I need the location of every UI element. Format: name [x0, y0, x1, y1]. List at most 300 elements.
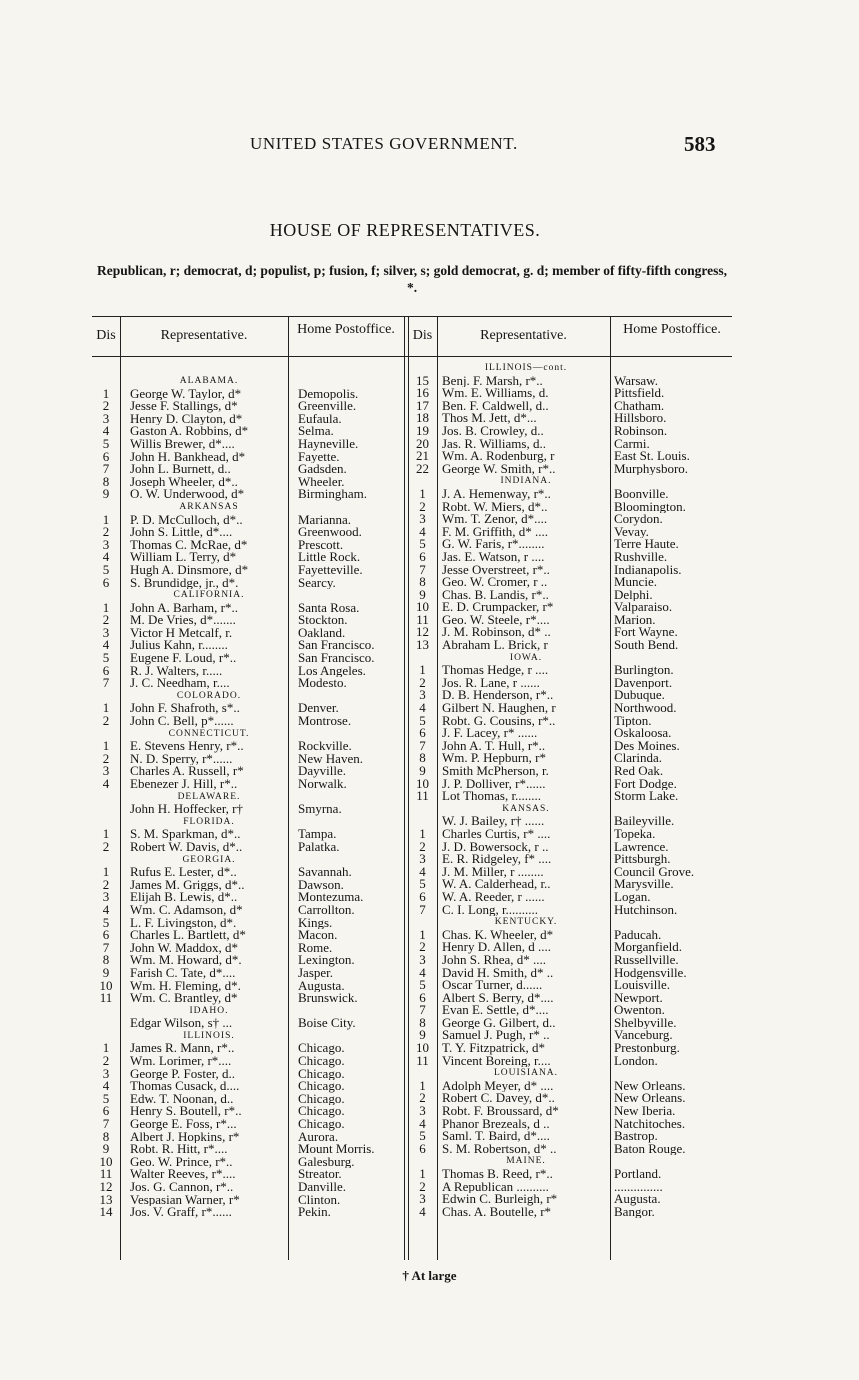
district-number: 6	[102, 450, 110, 464]
district-number: 1	[102, 866, 110, 879]
district-number: 9	[419, 588, 426, 602]
table-row	[92, 577, 404, 590]
home-postoffice: Fayetteville.	[298, 563, 363, 577]
district-number: 10	[416, 601, 429, 614]
district-number: 6	[419, 991, 426, 1005]
district-number: 2	[102, 400, 110, 413]
table-row	[408, 1004, 732, 1017]
table-row	[408, 727, 732, 740]
representative-name: Rufus E. Lester, d*..	[130, 866, 237, 879]
table-row	[92, 438, 404, 451]
district-number: 13	[416, 639, 429, 652]
representative-name: Jas. E. Watson, r ....	[442, 550, 545, 564]
representative-name: Robt. F. Broussard, d*	[442, 1105, 559, 1118]
table-row	[408, 387, 732, 400]
table-row	[92, 551, 404, 564]
table-row	[92, 992, 404, 1005]
representative-name: Jos. R. Lane, r ......	[442, 676, 540, 690]
home-postoffice: Louisville.	[614, 979, 670, 992]
page-title: HOUSE OF REPRESENTATIVES.	[269, 220, 541, 240]
table-row	[92, 652, 404, 665]
representative-name: Smith McPherson, r.	[442, 765, 549, 778]
table-row	[92, 1080, 404, 1093]
district-number: 2	[419, 1180, 426, 1194]
home-postoffice: Burlington.	[614, 664, 674, 677]
representative-name: Robert W. Davis, d*..	[130, 840, 243, 854]
representative-name: Thomas C. McRae, d*	[130, 538, 248, 552]
state-name: IOWA.	[509, 652, 543, 663]
representative-name: Gilbert N. Haughen, r	[442, 702, 556, 715]
representative-name: N. D. Sperry, r*......	[130, 752, 233, 766]
table-row	[92, 942, 404, 955]
home-postoffice: Baileyville.	[614, 815, 675, 828]
home-postoffice: Norwalk.	[298, 778, 347, 791]
home-postoffice: Marion.	[614, 613, 656, 627]
right-dis-header: Dis	[412, 328, 433, 343]
page-number: 583	[684, 132, 716, 156]
representative-name: Robt. G. Cousins, r*..	[442, 714, 556, 728]
representative-name: Thos M. Jett, d*...	[442, 412, 537, 425]
district-number: 9	[419, 765, 426, 778]
table-row	[92, 778, 404, 791]
home-postoffice: Vevay.	[614, 525, 649, 539]
state-heading	[408, 652, 732, 665]
table-row	[408, 1130, 732, 1143]
representative-name: John H. Bankhead, d*	[130, 450, 246, 464]
table-row	[92, 665, 404, 678]
home-postoffice: Corydon.	[614, 513, 663, 526]
representative-name: Wm. Lorimer, r*....	[130, 1055, 232, 1068]
table-row	[92, 400, 404, 413]
representative-name: Robt. R. Hitt, r*....	[130, 1143, 228, 1156]
district-number: 6	[419, 1142, 426, 1156]
district-number: 3	[419, 953, 426, 967]
district-number: 4	[102, 778, 110, 791]
district-number: 9	[102, 1143, 110, 1156]
state-heading	[92, 589, 404, 602]
table-row	[92, 765, 404, 778]
home-postoffice: Savannah.	[298, 866, 352, 879]
table-row	[408, 815, 732, 828]
home-postoffice: Murphysboro.	[614, 462, 689, 476]
state-name: MAINE.	[506, 1156, 546, 1167]
representative-name: W. A. Calderhead, r..	[442, 878, 551, 891]
home-postoffice: South Bend.	[614, 639, 679, 652]
representative-name: Geo. W. Cromer, r ..	[442, 576, 548, 589]
representative-name: Edwin C. Burleigh, r*	[442, 1193, 558, 1206]
district-number: 8	[419, 576, 426, 589]
table-row	[408, 715, 732, 728]
representative-name: Vincent Boreing, r....	[442, 1054, 551, 1068]
representative-name: Geo. W. Steele, r*....	[442, 613, 550, 627]
home-postoffice: Chicago.	[298, 1055, 345, 1068]
district-number: 7	[419, 903, 426, 917]
home-postoffice: Kings.	[298, 916, 333, 930]
table-row	[408, 904, 732, 917]
representative-name: Thomas Hedge, r ....	[442, 664, 549, 677]
district-number: 2	[419, 941, 426, 954]
table-row	[92, 488, 404, 501]
table-row	[408, 1181, 732, 1194]
representative-name: R. J. Walters, r.....	[130, 664, 223, 678]
table-row	[408, 589, 732, 602]
table-row	[408, 438, 732, 451]
home-postoffice: Chicago.	[298, 1080, 345, 1093]
table-row	[92, 1168, 404, 1181]
table-row	[92, 1143, 404, 1156]
district-number: 4	[102, 425, 110, 438]
table-row	[408, 664, 732, 677]
representative-name: Willis Brewer, d*....	[130, 437, 235, 451]
district-number: 5	[419, 714, 426, 728]
district-number: 5	[419, 979, 426, 992]
representative-name: Chas. A. Boutelle, r*	[442, 1205, 552, 1219]
representative-name: Charles Curtis, r* ....	[442, 827, 551, 841]
district-number: 4	[102, 903, 110, 917]
home-postoffice: Dubuque.	[614, 689, 665, 703]
home-postoffice: New Haven.	[298, 752, 363, 766]
district-number: 2	[102, 878, 110, 892]
district-number: 8	[102, 1130, 110, 1144]
state-name: KENTUCKY.	[494, 917, 558, 928]
representative-name: L. F. Livingston, d*.	[130, 916, 237, 930]
home-postoffice: Carrollton.	[298, 903, 355, 917]
table-row	[408, 1143, 732, 1156]
home-postoffice: Red Oak.	[614, 765, 664, 778]
table-row	[408, 614, 732, 627]
district-number: 4	[102, 639, 110, 653]
representative-name: Evan E. Settle, d*....	[442, 1004, 549, 1017]
table-row	[408, 853, 732, 866]
representative-name: Oscar Turner, d......	[442, 979, 543, 992]
table-row	[408, 1168, 732, 1181]
state-heading	[92, 816, 404, 829]
district-number: 19	[416, 424, 429, 438]
table-row	[92, 1131, 404, 1144]
district-number: 10	[416, 777, 429, 791]
home-postoffice: Boonville.	[614, 487, 669, 501]
representative-name: George E. Foss, r*...	[130, 1118, 237, 1131]
district-number: 15	[416, 374, 429, 388]
district-number: 3	[419, 853, 426, 866]
table-row	[408, 1029, 732, 1042]
home-postoffice: Mount Morris.	[298, 1143, 375, 1156]
district-number: 6	[102, 664, 110, 678]
district-number: 2	[102, 1055, 110, 1068]
table-row	[92, 514, 404, 527]
district-number: 7	[102, 941, 110, 955]
right-rep-header: Representative.	[480, 328, 567, 343]
district-number: 6	[419, 727, 426, 740]
table-row	[408, 929, 732, 942]
table-row	[92, 413, 404, 426]
table-row	[408, 689, 732, 702]
home-postoffice: Clinton.	[298, 1193, 341, 1207]
table-row	[408, 626, 732, 639]
representative-name: Wm. A. Rodenburg, r	[442, 450, 555, 463]
table-row	[92, 917, 404, 930]
home-postoffice: Chicago.	[298, 1067, 345, 1081]
representative-name: George P. Foster, d..	[130, 1067, 236, 1081]
right-home-header: Home Postoffice.	[623, 322, 721, 337]
home-postoffice: San Francisco.	[298, 639, 375, 653]
table-row	[408, 752, 732, 765]
home-postoffice: Valparaiso.	[614, 601, 673, 614]
table-row	[92, 564, 404, 577]
district-number: 11	[416, 613, 429, 627]
district-number: 10	[99, 979, 113, 993]
district-number: 1	[419, 487, 426, 501]
home-postoffice: Chicago.	[298, 1118, 345, 1131]
home-postoffice: Selma.	[298, 425, 334, 438]
state-name: IDAHO.	[189, 1005, 229, 1016]
home-postoffice: Clarinda.	[614, 752, 663, 765]
left-dis-header: Dis	[96, 328, 116, 343]
representative-name: Victor H Metcalf, r.	[130, 626, 233, 640]
home-postoffice: Newport.	[614, 991, 663, 1005]
district-number: 11	[416, 790, 429, 803]
district-number: 8	[102, 954, 110, 967]
representative-name: Albert J. Hopkins, r*	[130, 1130, 240, 1144]
district-number: 4	[419, 966, 426, 980]
home-postoffice: Los Angeles.	[298, 664, 366, 678]
representative-name: John A. Barham, r*..	[130, 601, 238, 615]
table-row	[408, 576, 732, 589]
district-number: 7	[102, 677, 110, 690]
representative-name: G. W. Faris, r*........	[442, 538, 545, 551]
table-row	[92, 954, 404, 967]
district-number: 9	[102, 966, 110, 980]
home-postoffice: Bangor.	[614, 1205, 655, 1219]
home-postoffice: Eufaula.	[298, 412, 342, 426]
home-postoffice: Logan.	[614, 890, 651, 904]
table-row	[92, 828, 404, 841]
table-row	[92, 1118, 404, 1131]
district-number: 1	[102, 702, 110, 716]
representative-name: Wm. C. Adamson, d*	[130, 903, 243, 917]
home-postoffice: Stockton.	[298, 614, 348, 627]
district-number: 3	[102, 765, 110, 778]
district-number: 3	[102, 891, 110, 904]
representative-name: Saml. T. Baird, d*....	[442, 1130, 550, 1143]
table-row	[408, 551, 732, 564]
district-number: 3	[102, 1067, 110, 1081]
table-row	[92, 866, 404, 879]
home-postoffice: Chatham.	[614, 399, 665, 413]
table-row	[92, 891, 404, 904]
district-number: 6	[102, 929, 110, 942]
representative-name: George G. Gilbert, d..	[442, 1016, 556, 1030]
table-row	[408, 992, 732, 1005]
table-row	[408, 967, 732, 980]
district-number: 1	[102, 1042, 110, 1056]
table-row	[408, 601, 732, 614]
table-row	[408, 1017, 732, 1030]
table-row	[408, 450, 732, 463]
state-name: ILLINOIS—cont.	[484, 363, 568, 373]
table-row	[408, 765, 732, 778]
representative-name: E. Stevens Henry, r*..	[130, 740, 244, 753]
representative-name: P. D. McCulloch, d*..	[130, 513, 243, 527]
representative-name: Ebenezer J. Hill, r*..	[130, 778, 238, 791]
representative-name: S. M. Robertson, d* ..	[442, 1142, 557, 1156]
representative-name: Thomas B. Reed, r*..	[442, 1168, 553, 1181]
home-postoffice: Natchitoches.	[614, 1117, 686, 1131]
representative-name: Hugh A. Dinsmore, d*	[130, 563, 249, 577]
table-row	[92, 388, 404, 401]
representative-name: Wm. P. Hepburn, r*	[442, 752, 546, 765]
district-number: 1	[102, 387, 110, 401]
representative-name: Farish C. Tate, d*....	[130, 966, 236, 980]
representative-name: David H. Smith, d* ..	[442, 966, 554, 980]
representative-name: C. I. Long, r..........	[442, 903, 539, 917]
home-postoffice: Warsaw.	[614, 374, 658, 388]
state-name: CONNECTICUT.	[168, 728, 250, 739]
representative-name: Chas. B. Landis, r*..	[442, 588, 549, 602]
representative-name: John S. Rhea, d* ....	[442, 953, 546, 967]
table-row	[92, 980, 404, 993]
home-postoffice: Prescott.	[298, 538, 344, 552]
representative-name: J. M. Miller, r ........	[442, 865, 544, 879]
table-row	[92, 879, 404, 892]
district-number: 3	[102, 626, 110, 640]
table-row	[408, 538, 732, 551]
district-number: 2	[419, 500, 426, 514]
representative-name: Jas. R. Williams, d..	[442, 437, 546, 451]
district-number: 20	[416, 437, 429, 451]
representative-name: Eugene F. Loud, r*..	[130, 652, 237, 665]
right-column	[408, 362, 732, 1218]
state-heading	[92, 1005, 404, 1018]
home-postoffice: Marysville.	[614, 878, 674, 891]
district-number: 1	[419, 664, 426, 677]
state-name: CALIFORNIA.	[173, 590, 245, 601]
table-row	[408, 740, 732, 753]
district-number: 7	[419, 1004, 426, 1017]
district-number: 5	[102, 652, 110, 665]
home-postoffice: Dawson.	[298, 878, 344, 892]
representative-name: Wm. T. Zenor, d*....	[442, 513, 548, 526]
middle-rule-a	[404, 316, 405, 1260]
home-postoffice: Northwood.	[614, 702, 677, 715]
district-number: 5	[102, 1092, 110, 1106]
table-row	[92, 425, 404, 438]
district-number: 4	[419, 1205, 426, 1219]
representative-name: Geo. W. Prince, r*..	[130, 1155, 233, 1169]
home-postoffice: Smyrna.	[298, 803, 342, 816]
table-row	[408, 501, 732, 514]
representative-name: James R. Mann, r*..	[130, 1042, 235, 1056]
representative-name: Jos. G. Cannon, r*..	[130, 1181, 234, 1194]
table-row	[408, 639, 732, 652]
home-postoffice: Palatka.	[298, 840, 340, 854]
state-heading	[408, 916, 732, 929]
district-number: 1	[102, 828, 110, 841]
table-row	[92, 1181, 404, 1194]
representative-name: George W. Taylor, d*	[130, 387, 242, 401]
table-row	[408, 1055, 732, 1068]
table-row	[92, 677, 404, 690]
representative-name: Charles L. Bartlett, d*	[130, 929, 246, 942]
table-row	[92, 1105, 404, 1118]
table-row	[92, 1068, 404, 1081]
representative-name: F. M. Griffith, d* ....	[442, 525, 548, 539]
district-number: 1	[102, 601, 110, 615]
district-number: 7	[419, 739, 426, 753]
representative-name: Wm. M. Howard, d*.	[130, 954, 242, 967]
district-number: 1	[419, 1079, 426, 1093]
representative-name: Jos. V. Graff, r*......	[130, 1206, 232, 1219]
district-number: 1	[419, 928, 426, 942]
district-number: 12	[416, 626, 429, 640]
representative-name: Julius Kahn, r........	[130, 639, 228, 653]
table-row	[408, 1105, 732, 1118]
representative-name: Wm. E. Williams, d.	[442, 387, 549, 400]
representative-name: Thomas Cusack, d....	[130, 1080, 240, 1093]
district-number: 8	[419, 752, 426, 765]
district-number: 5	[419, 878, 426, 891]
home-postoffice: Hodgensville.	[614, 966, 687, 980]
district-number: 22	[416, 462, 429, 476]
table-row	[92, 803, 404, 816]
state-heading	[408, 475, 732, 488]
table-row	[92, 929, 404, 942]
table-row	[408, 790, 732, 803]
representative-name: J. C. Needham, r....	[130, 677, 230, 690]
representative-name: J. A. Hemenway, r*..	[442, 487, 551, 501]
running-head-title: UNITED STATES GOVERNMENT.	[250, 134, 518, 153]
home-postoffice: Oskaloosa.	[614, 727, 672, 740]
home-postoffice: Pekin.	[298, 1206, 331, 1219]
home-postoffice: Rome.	[298, 941, 333, 955]
home-postoffice: New Orleans.	[614, 1092, 686, 1106]
home-postoffice: Danville.	[298, 1181, 347, 1194]
home-postoffice: Bloomington.	[614, 500, 686, 514]
home-postoffice: Chicago.	[298, 1105, 345, 1119]
home-postoffice: Fayette.	[298, 450, 340, 464]
table-row	[92, 451, 404, 464]
party-legend: Republican, r; democrat, d; populist, p; fusion, f; silver, s; gold democrat, g. d; member of fifty-fifth congress, *.	[96, 263, 728, 295]
district-number: 1	[102, 740, 110, 753]
representative-name: Charles A. Russell, r*	[130, 765, 244, 778]
representative-name: John L. Burnett, d..	[130, 463, 231, 476]
representative-name: James M. Griggs, d*..	[130, 878, 245, 892]
home-postoffice: Chicago.	[298, 1092, 345, 1106]
table-row	[408, 412, 732, 425]
home-postoffice: Chicago.	[298, 1042, 345, 1056]
representative-name: Gaston A. Robbins, d*	[130, 425, 249, 438]
state-name: ARKANSAS	[179, 501, 239, 512]
representative-name: M. De Vries, d*.......	[130, 614, 236, 627]
district-number: 2	[102, 614, 110, 627]
table-row	[92, 702, 404, 715]
district-number: 5	[419, 538, 426, 551]
home-postoffice: Little Rock.	[298, 551, 361, 564]
table-row	[408, 841, 732, 854]
table-row	[92, 526, 404, 539]
home-postoffice: New Iberia.	[614, 1105, 676, 1118]
representative-name: Jesse F. Stallings, d*	[130, 400, 238, 413]
district-number: 4	[419, 865, 426, 879]
table-row	[92, 602, 404, 615]
state-heading	[408, 1067, 732, 1080]
home-postoffice: Delphi.	[614, 588, 653, 602]
table-row	[408, 866, 732, 879]
district-number: 2	[102, 526, 110, 539]
home-postoffice: Jasper.	[298, 966, 334, 980]
table-row	[92, 539, 404, 552]
table-row	[408, 891, 732, 904]
